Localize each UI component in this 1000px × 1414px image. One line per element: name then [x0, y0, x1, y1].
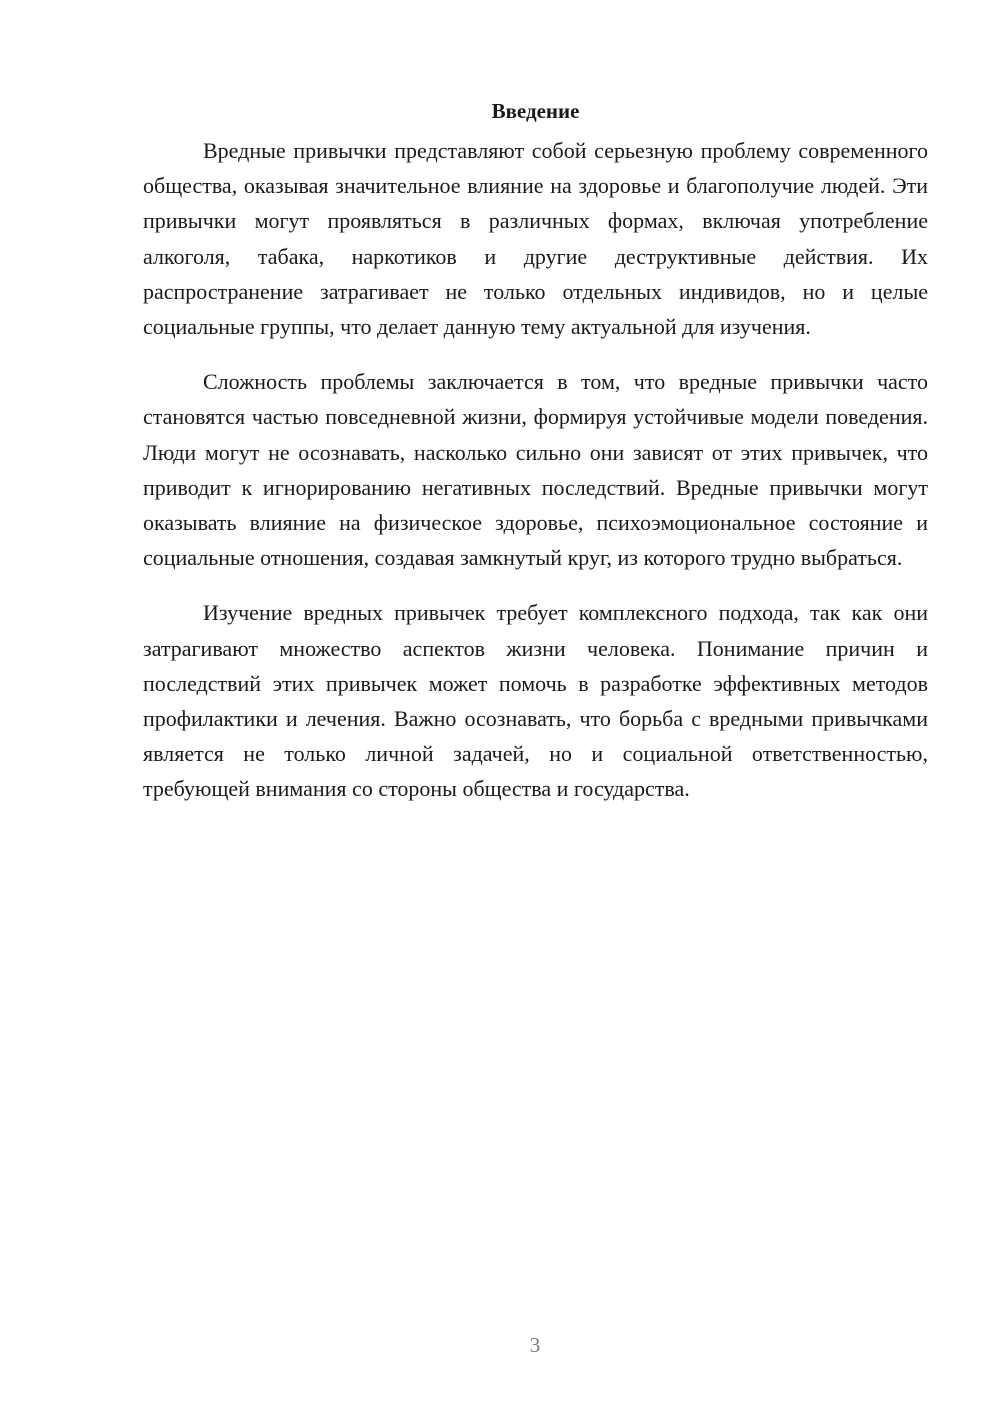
paragraph-2: Сложность проблемы заключается в том, что вредные привычки часто становятся частью повседневной жизни, формируя устойчивые модели поведения. Люди могут не осознавать, насколько сильно они зависят от этих привычек, что приводит к игнорированию негативных последствий. Вредные привычки могут оказывать влияние на физическое здоровье, психоэмоциональное состояние и социальные отношения, создавая замкнутый круг, из которого трудно выбраться. [143, 369, 928, 571]
section-heading: Введение [491, 99, 580, 123]
paragraph-3: Изучение вредных привычек требует комплексного подхода, так как они затрагивают множество аспектов жизни человека. Понимание причин и последствий этих привычек может помочь в разработке эффективных методов профилактики и лечения. Важно осознавать, что борьба с вредными привычками является не только личной задачей, но и социальной ответственностью, требующей внимания со стороны общества и государства. [143, 600, 928, 802]
page-number: 3 [529, 1333, 541, 1357]
paragraph-1: Вредные привычки представляют собой серьезную проблему современного общества, оказывая значительное влияние на здоровье и благополучие людей. Эти привычки могут проявляться в различных формах, включая употребление алкоголя, табака, наркотиков и другие деструктивные действия. Их распространение затрагивает не только отдельных индивидов, но и целые социальные группы, что делает данную тему актуальной для изучения. [143, 138, 928, 340]
page-content [143, 97, 928, 827]
